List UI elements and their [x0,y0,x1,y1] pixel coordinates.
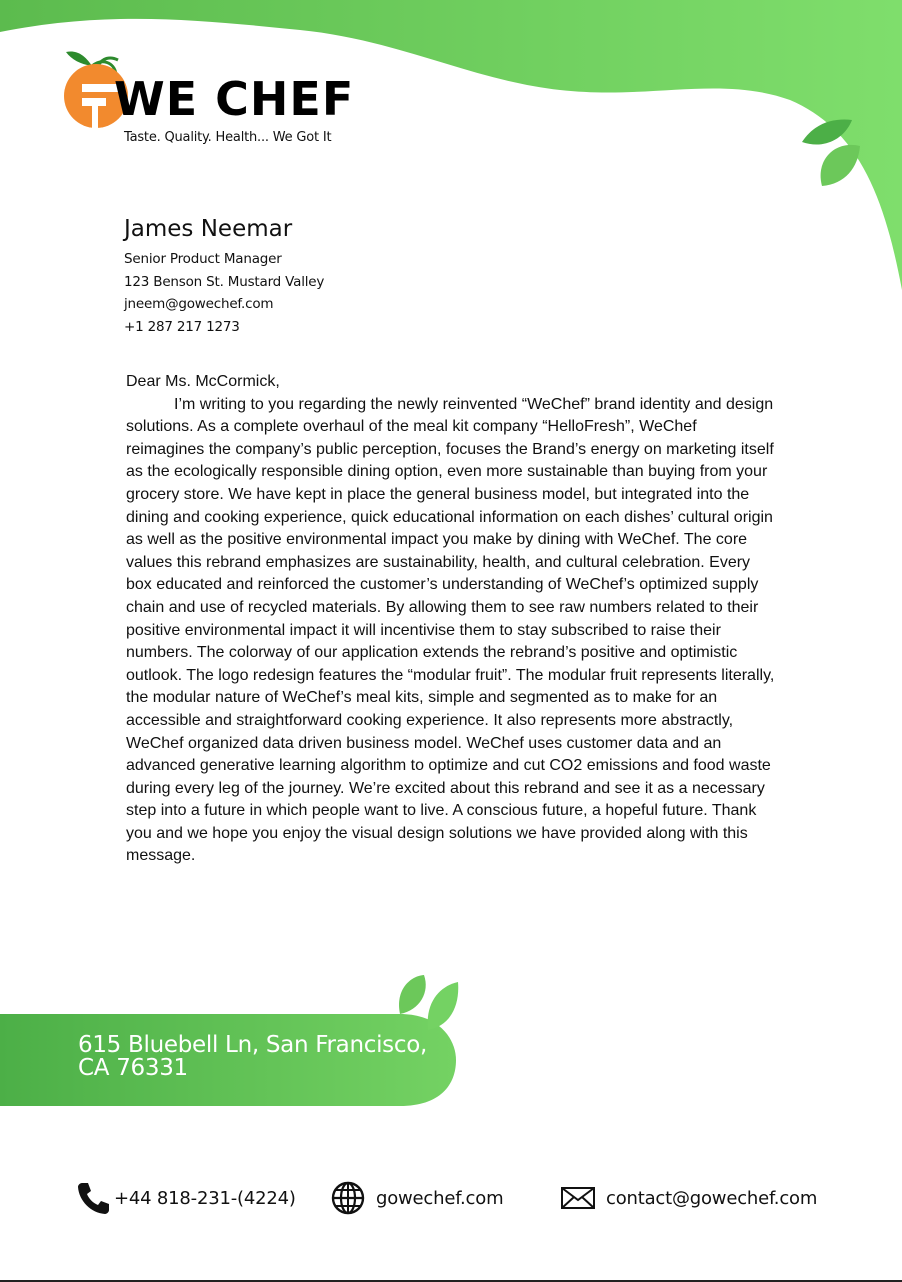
contact-website[interactable] [330,1180,503,1216]
sender-address: 123 Benson St. Mustard Valley [124,273,325,290]
sender-phone: +1 287 217 1273 [124,318,240,335]
letter-greeting: Dear Ms. McCormick, [126,373,280,390]
letter-paragraph: I’m writing to you regarding the newly reinvented “WeChef” brand identity and design solutions. As a complete overhaul of the meal kit company “HelloFresh”, WeChef reimagines the company’s public perception, focuses the Brand’s energy on marketing itself as the ecologically responsible dining option, even more sustainable than buying from your grocery store. We have kept in place the general business model, but integrated into the dining and cooking experience, quick educational information on each dishes’ cultural origin as well as the positive environmental impact you make by dining with WeChef. The core values this rebrand emphasizes are sustainability, health, and cultural celebration. Every box educated and reinforced the customer’s understanding of WeChef’s optimized supply chain and use of recycled materials. By allowing them to see raw numbers related to their positive environmental impact it will incentivise them to stay subscribed to raise their numbers. The colorway of our application extends the rebrand’s positive and optimistic outlook. The logo redesign features the “modular fruit”. The modular fruit represents literally, the modular nature of WeChef’s meal kits, simple and segmented as to make for an accessible and straightforward cooking experience. It also represents more abstractly, WeChef organized data driven business model. WeChef uses customer data and an advanced generative learning algorithm to optimize and cut CO2 emissions and food waste during every leg of the journey. We’re excited about this rebrand and see it as a necessary step into a future in which people want to live. A conscious future, a hopeful future. Thank you and we hope you enjoy the visual design solutions we have provided along with this message. [126,395,775,865]
contact-email-label: contact@gowechef.com [606,1187,818,1209]
contact-phone-label: +44 818-231-(4224) [114,1187,296,1209]
sender-title: Senior Product Manager [124,251,282,267]
contact-website-label: gowechef.com [376,1187,504,1209]
globe-icon [330,1180,366,1216]
brand-tagline: Taste. Quality. Health... We Got It [124,130,332,145]
letter-body [126,371,776,868]
sender-name: James Neemar [124,216,293,242]
leaf-shape [428,982,459,1030]
sender-block [124,216,324,338]
leaf-shape [821,145,860,186]
sender-email[interactable]: jneem@gowechef.com [124,296,274,312]
envelope-icon [560,1180,596,1216]
brand-wordmark: WE CHEF [114,72,355,126]
leaf-shape [802,120,852,145]
leaf-shape [399,975,426,1014]
phone-icon [76,1180,112,1216]
contact-phone[interactable] [76,1180,296,1216]
contact-email[interactable] [560,1180,817,1216]
footer-address: 615 Bluebell Ln, San Francisco, CA 76331 [78,1032,427,1081]
